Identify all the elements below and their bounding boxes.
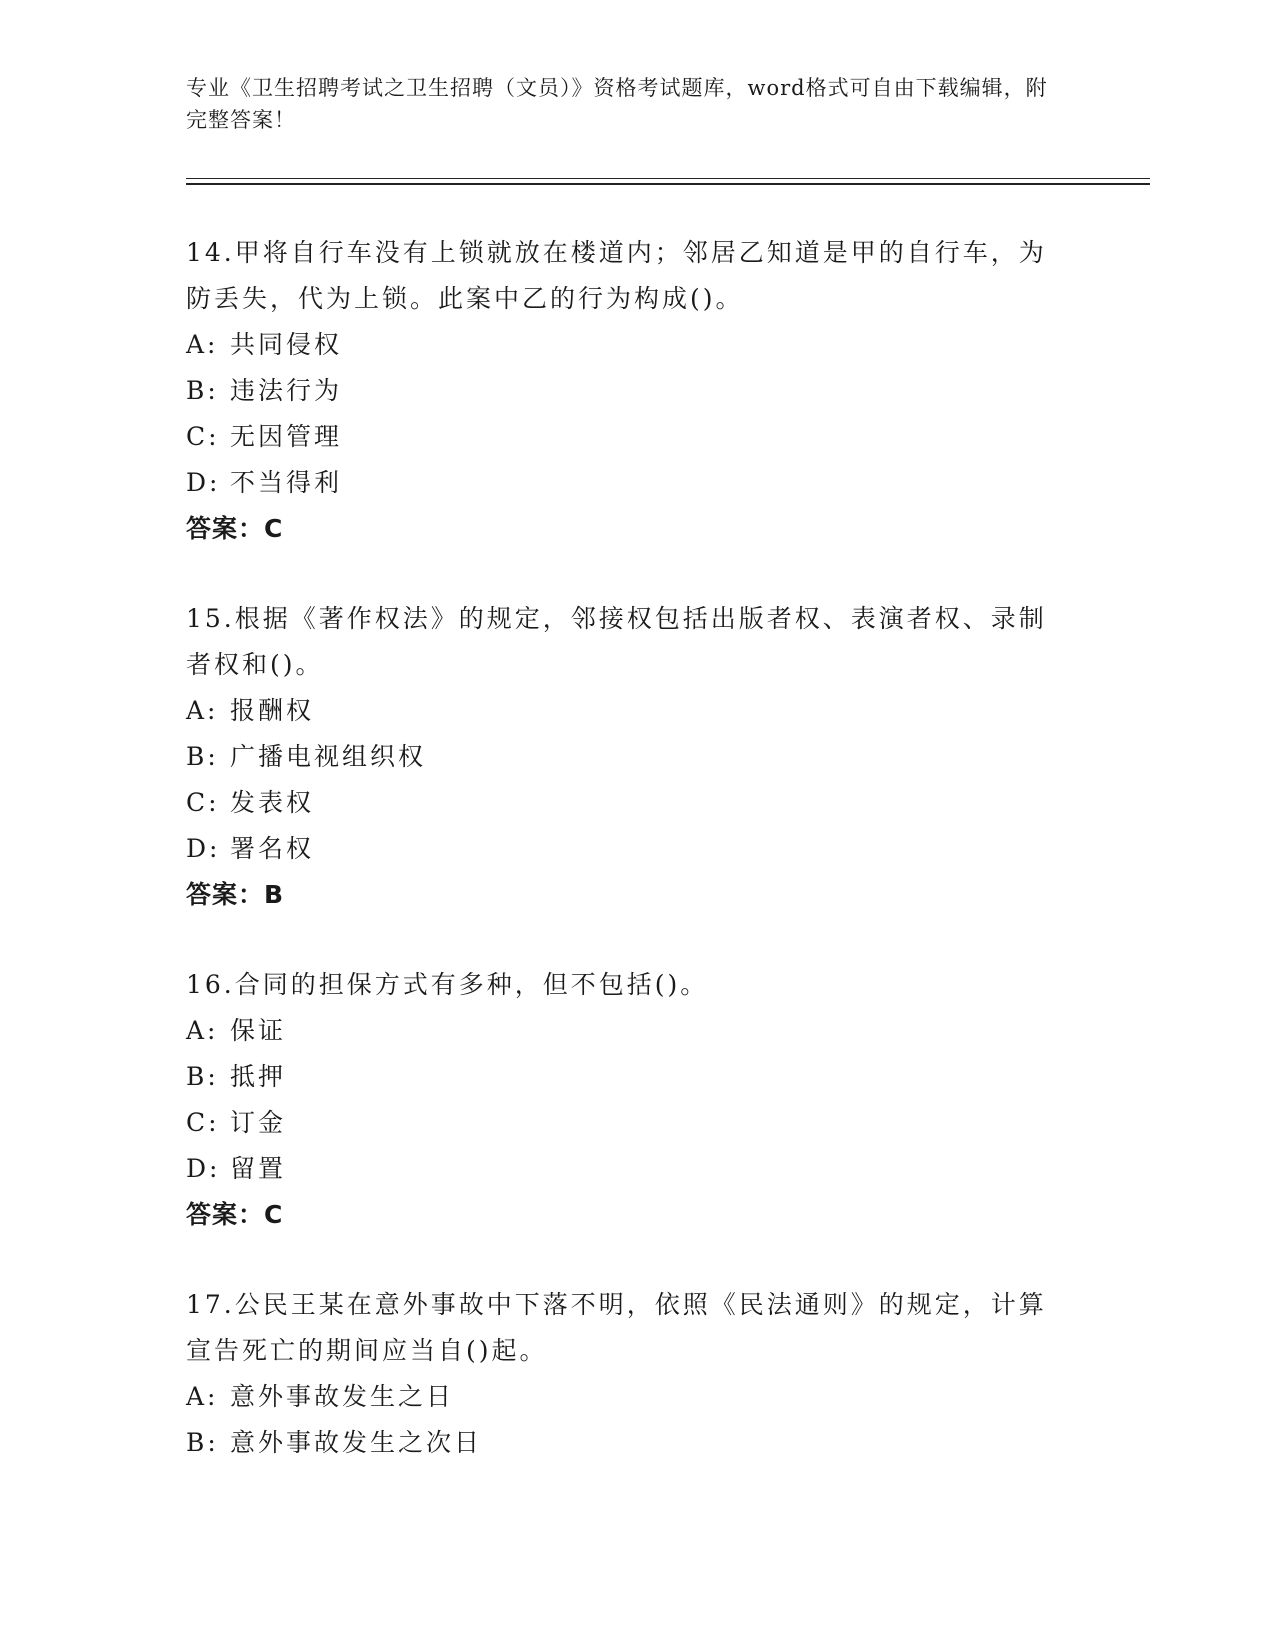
header-divider-bottom xyxy=(186,183,1150,185)
option-c xyxy=(186,414,1086,460)
question-16 xyxy=(186,962,1086,1238)
option-a xyxy=(186,1374,1086,1420)
option-letter: A: xyxy=(186,330,219,359)
option-b xyxy=(186,368,1086,414)
option-text: 违法行为 xyxy=(230,376,343,405)
header-divider-top xyxy=(186,178,1150,179)
option-c xyxy=(186,780,1086,826)
option-a xyxy=(186,322,1086,368)
question-17 xyxy=(186,1282,1086,1466)
question-list xyxy=(186,230,1086,1466)
option-text: 意外事故发生之日 xyxy=(230,1382,455,1411)
option-b xyxy=(186,1054,1086,1100)
option-text: 订金 xyxy=(230,1108,287,1137)
option-text: 报酬权 xyxy=(230,696,315,725)
option-letter: B: xyxy=(186,1062,219,1091)
question-stem: 15.根据《著作权法》的规定，邻接权包括出版者权、表演者权、录制者权和()。 xyxy=(186,604,1047,679)
question-stem: 17.公民王某在意外事故中下落不明，依照《民法通则》的规定，计算宣告死亡的期间应当自()起。 xyxy=(186,1290,1047,1365)
option-text: 广播电视组织权 xyxy=(230,742,427,771)
option-d xyxy=(186,460,1086,506)
option-letter: C: xyxy=(186,788,220,817)
question-stem: 16.合同的担保方式有多种，但不包括()。 xyxy=(186,970,709,999)
option-text: 不当得利 xyxy=(230,468,343,497)
option-letter: A: xyxy=(186,696,219,725)
option-letter: D: xyxy=(186,834,221,863)
option-text: 共同侵权 xyxy=(230,330,343,359)
option-b xyxy=(186,1420,1086,1466)
option-letter: B: xyxy=(186,742,219,771)
option-a xyxy=(186,688,1086,734)
option-letter: D: xyxy=(186,468,221,497)
option-letter: C: xyxy=(186,1108,220,1137)
option-b xyxy=(186,734,1086,780)
answer-label: 答案：C xyxy=(186,514,284,543)
option-a xyxy=(186,1008,1086,1054)
option-d xyxy=(186,826,1086,872)
option-text: 意外事故发生之次日 xyxy=(230,1428,483,1457)
question-15 xyxy=(186,596,1086,918)
answer-label: 答案：B xyxy=(186,880,285,909)
question-14 xyxy=(186,230,1086,552)
document-header: 专业《卫生招聘考试之卫生招聘（文员）》资格考试题库，word格式可自由下载编辑，附完整答案！ xyxy=(186,76,1048,132)
option-letter: B: xyxy=(186,1428,219,1457)
option-letter: B: xyxy=(186,376,219,405)
option-text: 抵押 xyxy=(230,1062,287,1091)
option-d xyxy=(186,1146,1086,1192)
option-c xyxy=(186,1100,1086,1146)
option-text: 署名权 xyxy=(230,834,315,863)
option-text: 保证 xyxy=(230,1016,287,1045)
option-letter: C: xyxy=(186,422,220,451)
option-letter: A: xyxy=(186,1016,219,1045)
option-letter: D: xyxy=(186,1154,221,1183)
question-stem: 14.甲将自行车没有上锁就放在楼道内；邻居乙知道是甲的自行车，为防丢失，代为上锁。此案中乙的行为构成()。 xyxy=(186,238,1047,313)
option-text: 无因管理 xyxy=(230,422,343,451)
option-text: 发表权 xyxy=(230,788,315,817)
answer-label: 答案：C xyxy=(186,1200,284,1229)
option-text: 留置 xyxy=(230,1154,287,1183)
option-letter: A: xyxy=(186,1382,219,1411)
